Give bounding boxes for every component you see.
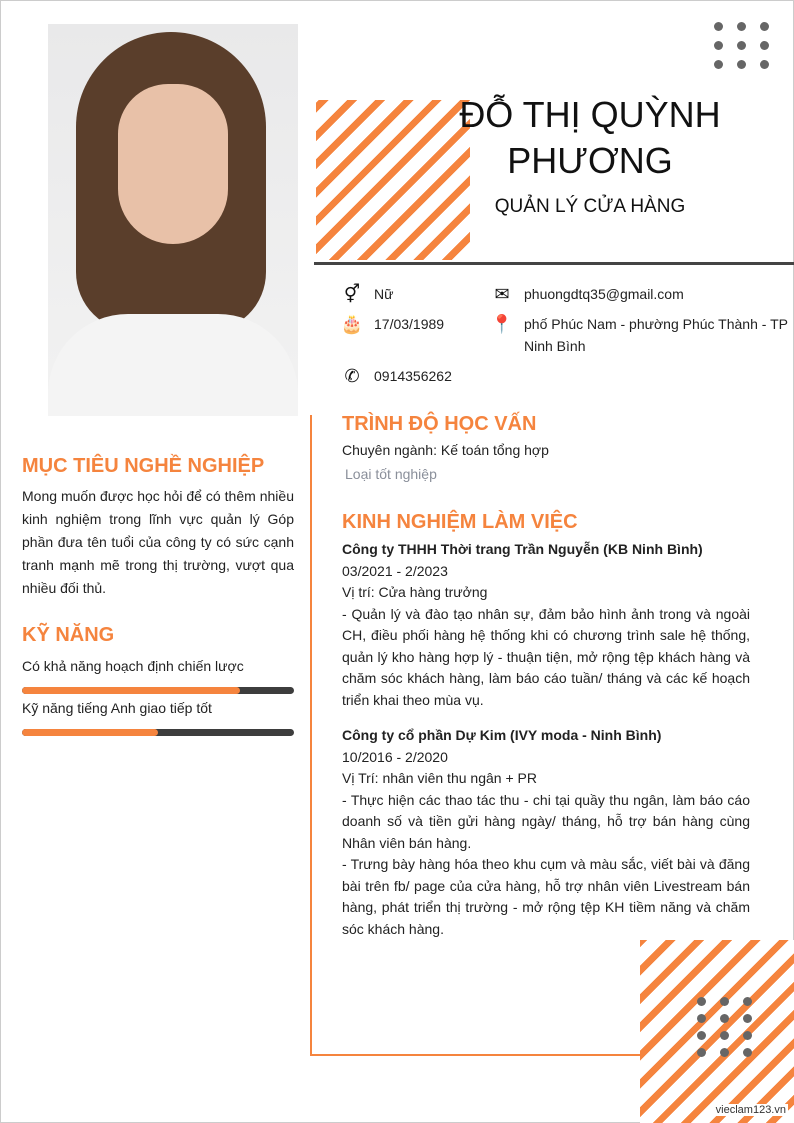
candidate-name: ĐỖ THỊ QUỲNH PHƯƠNG xyxy=(459,94,721,181)
birthday-value: 17/03/1989 xyxy=(374,316,445,332)
job-entry xyxy=(342,539,750,711)
job-title: QUẢN LÝ CỬA HÀNG xyxy=(494,196,686,217)
gender-row xyxy=(340,283,393,305)
address-row xyxy=(490,313,790,357)
skill-label: Có khả năng hoạch định chiến lược xyxy=(22,658,244,674)
job-position: Vị Trí: nhân viên thu ngân + PR xyxy=(342,770,537,786)
skill-bar xyxy=(22,729,294,736)
experience-heading: KINH NGHIỆM LÀM VIỆC xyxy=(342,511,578,533)
phone-icon: ✆ xyxy=(344,366,360,386)
job-description: - Thực hiện các thao tác thu - chi tại quầy thu ngân, làm báo cáo doanh số và tiền gửi hàng ngày/ tháng, hỗ trợ bán hàng cùng Nhân viên bán hàng. xyxy=(342,791,750,851)
skills-heading: KỸ NĂNG xyxy=(22,624,115,646)
gender-value: Nữ xyxy=(374,286,394,302)
envelope-icon: ✉ xyxy=(494,284,510,304)
job-company: Công ty THHH Thời trang Trần Nguyễn (KB Ninh Bình) xyxy=(342,541,703,557)
watermark: vieclam123.vn xyxy=(715,1104,786,1116)
education-grade: Loại tốt nghiệp xyxy=(345,466,437,482)
skill-label: Kỹ năng tiếng Anh giao tiếp tốt xyxy=(22,700,212,716)
birthday-cake-icon: 🎂 xyxy=(340,314,364,334)
section-divider-vertical xyxy=(310,415,312,1056)
objective-text: Mong muốn được học hỏi để có thêm nhiều kinh nghiệm trong lĩnh vực quản lý Góp phần đưa tên tuổi của công ty có sức cạnh tranh mạnh mẽ trong thị trường, vượt qua nhiều đối thủ. xyxy=(22,488,294,596)
email-value: phuongdtq35@gmail.com xyxy=(524,286,684,302)
decorative-dots-bottom xyxy=(697,997,752,1057)
job-description: - Trưng bày hàng hóa theo khu cụm và màu sắc, viết bài và đăng bài trên fb/ page của cửa hàng, hỗ trợ nhân viên Livestream bán hàng, phát triển thị trường - mở rộng tệp KH tiềm năng và chăm sóc khách hàng. xyxy=(342,856,750,937)
education-major: Chuyên ngành: Kế toán tổng hợp xyxy=(342,442,549,458)
education-heading: TRÌNH ĐỘ HỌC VẤN xyxy=(342,413,537,435)
job-position: Vị trí: Cửa hàng trưởng xyxy=(342,584,488,600)
birthday-row xyxy=(340,313,444,335)
job-description: - Quản lý và đào tạo nhân sự, đảm bảo hình ảnh trong và ngoài CH, điều phối hàng hệ thống khi có chương trình sale hệ thống, quản lý kho hàng hợp lý - thuận tiện, mở rộng tệp khách hàng và chăm sóc khách hàng, làm báo cáo tuần/ tháng và các kế hoạch triển khai theo mùa vụ. xyxy=(342,605,750,708)
job-period: 03/2021 - 2/2023 xyxy=(342,562,448,579)
phone-value: 0914356262 xyxy=(374,368,452,384)
gender-icon: ⚥ xyxy=(343,284,361,304)
job-period: 10/2016 - 2/2020 xyxy=(342,748,448,765)
phone-row xyxy=(340,365,452,387)
section-divider-horizontal xyxy=(310,1054,642,1056)
header-divider xyxy=(314,262,794,265)
profile-photo xyxy=(48,24,298,416)
job-company: Công ty cổ phần Dự Kim (IVY moda - Ninh Bình) xyxy=(342,727,662,743)
skill-bar xyxy=(22,687,294,694)
job-entry xyxy=(342,725,750,940)
address-value: phố Phúc Nam - phường Phúc Thành - TP Ninh Bình xyxy=(524,316,788,354)
skill-bar-fill xyxy=(22,687,240,694)
skill-bar-fill xyxy=(22,729,158,736)
objective-heading: MỤC TIÊU NGHỀ NGHIỆP xyxy=(22,455,265,477)
email-row xyxy=(490,283,684,305)
map-pin-icon: 📍 xyxy=(490,314,514,334)
decorative-dots-top xyxy=(714,22,769,69)
